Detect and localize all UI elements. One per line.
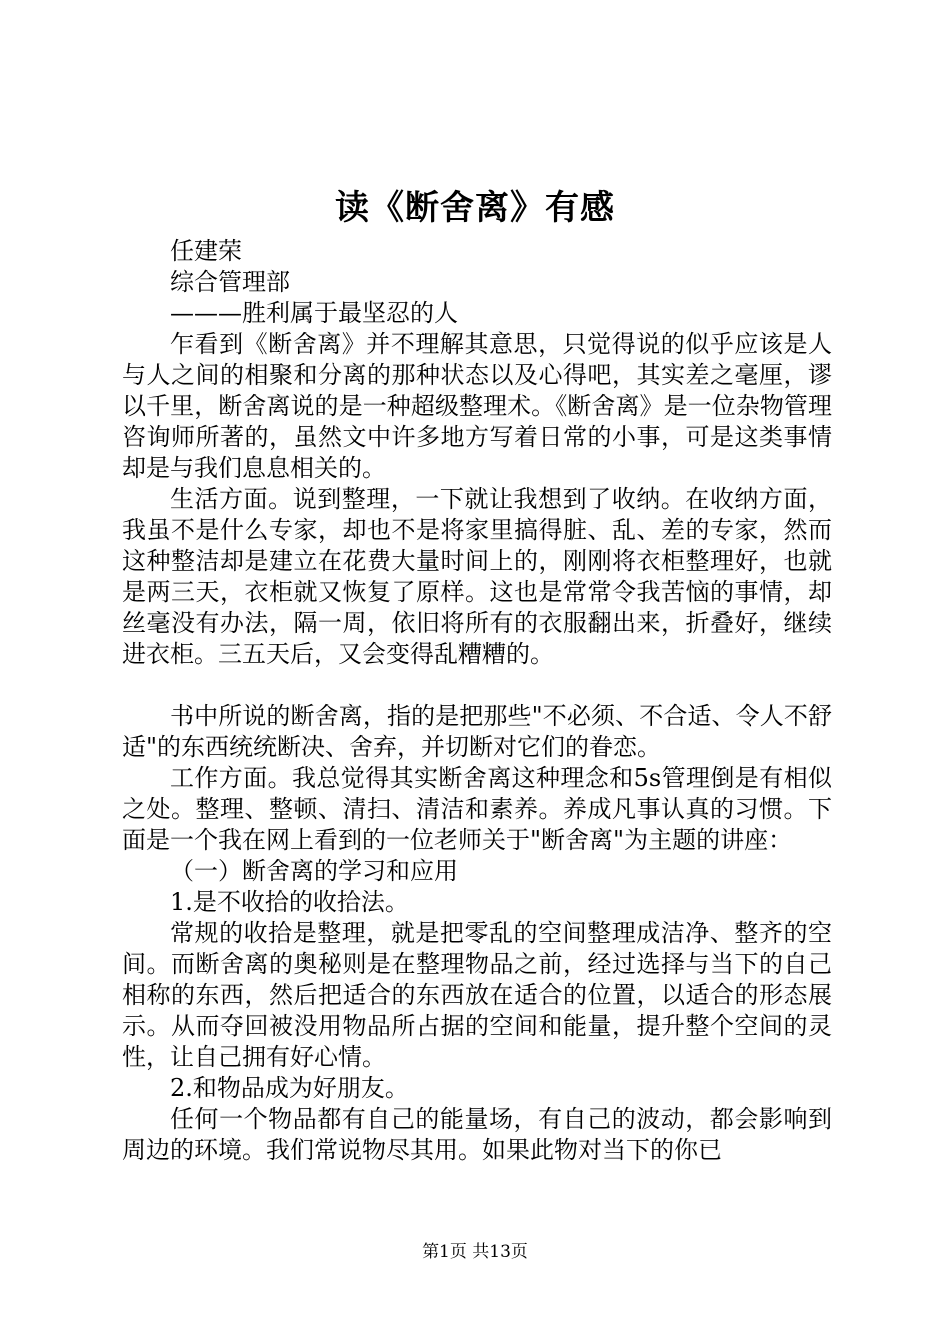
department-line: 综合管理部	[170, 268, 290, 296]
paragraph: 生活方面。说到整理，一下就让我想到了收纳。在收纳方面，我虽不是什么专家，却也不是将家里搞得脏、乱、差的专家，然而这种整洁却是建立在花费大量时间上的，刚刚将衣柜整理好，也就是两三天，衣柜就又恢复了原样。这也是常常令我苦恼的事情，却丝毫没有办法，隔一周，依旧将所有的衣服翻出来，折叠好，继续进衣柜。三五天后，又会变得乱糟糟的。	[122, 485, 832, 668]
list-item-heading: 1.是不收拾的收拾法。	[170, 888, 409, 916]
paragraph: 书中所说的断舍离，指的是把那些"不必须、不合适、令人不舒适"的东西统统断决、舍弃，并切断对它们的眷恋。	[122, 702, 832, 761]
paragraph: 任何一个物品都有自己的能量场，有自己的波动，都会影响到周边的环境。我们常说物尽其用。如果此物对当下的你已	[122, 1105, 832, 1164]
paragraph: 常规的收拾是整理，就是把零乱的空间整理成洁净、整齐的空间。而断舍离的奥秘则是在整理物品之前，经过选择与当下的自己相称的东西，然后把适合的东西放在适合的位置，以适合的形态展示。从而夺回被没用物品所占据的空间和能量，提升整个空间的灵性，让自己拥有好心情。	[122, 919, 832, 1071]
paragraph: 乍看到《断舍离》并不理解其意思，只觉得说的似乎应该是人与人之间的相聚和分离的那种状态以及心得吧，其实差之毫厘，谬以千里，断舍离说的是一种超级整理术。《断舍离》是一位杂物管理咨询师所著的，虽然文中许多地方写着日常的小事，可是这类事情却是与我们息息相关的。	[122, 330, 832, 482]
page-number-footer: 第1页 共13页	[422, 1242, 528, 1262]
list-item-heading: 2.和物品成为好朋友。	[170, 1074, 409, 1102]
section-heading: （一）断舍离的学习和应用	[170, 857, 458, 885]
document-title: 读《断舍离》有感	[335, 188, 615, 228]
paragraph: 工作方面。我总觉得其实断舍离这种理念和5s管理倒是有相似之处。整理、整顿、清扫、清洁和素养。养成凡事认真的习惯。下面是一个我在网上看到的一位老师关于"断舍离"为主题的讲座：	[122, 764, 832, 854]
document-body	[122, 236, 832, 1166]
subtitle-line: ———胜利属于最坚忍的人	[170, 299, 458, 327]
author-line: 任建荣	[170, 237, 242, 265]
